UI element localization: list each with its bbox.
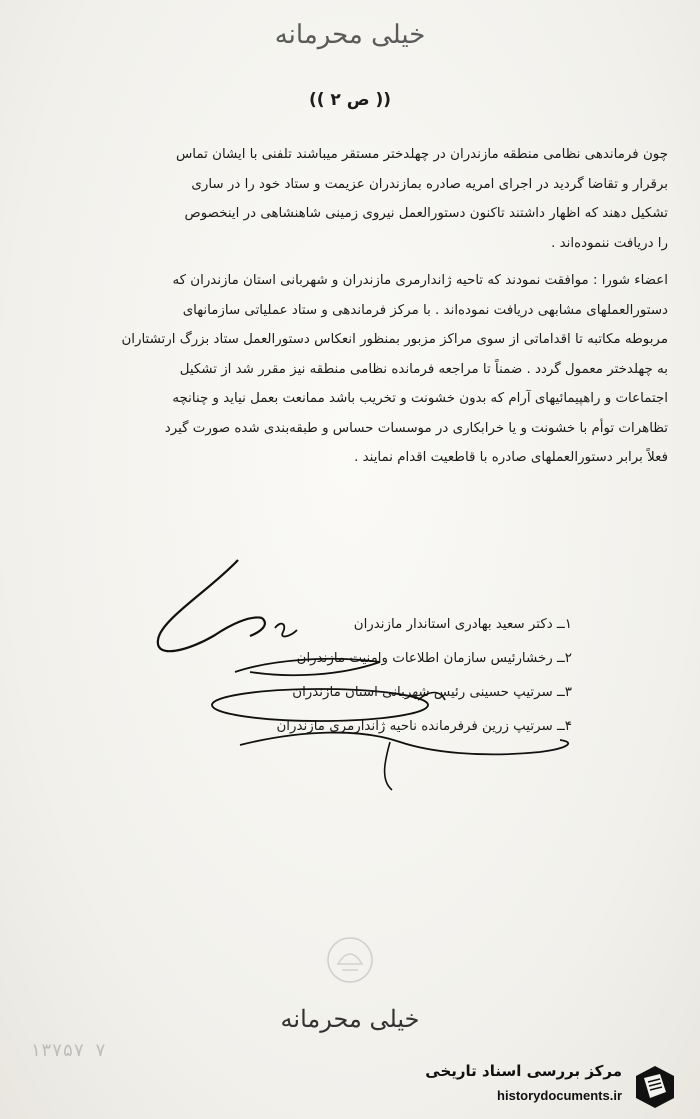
paragraph-1-line: برقرار و تقاضا گردید در اجرای امریه صادره بمازندران عزیمت و ستاد خود را در ساری: [191, 176, 668, 192]
signatory-list: [152, 608, 572, 744]
signatory-4: ۴ــ سرتیپ زرین فرفرمانده ناحیه ژاندارمری مازندران: [276, 719, 572, 734]
watermark-title: مرکز بررسی اسناد تاریخی: [425, 1062, 622, 1080]
page-number: (( ص ۲ )): [308, 90, 392, 110]
paragraph-gap: [36, 258, 668, 266]
watermark: [388, 1058, 688, 1114]
signature-4-hook: [385, 742, 392, 790]
body-text: [36, 140, 668, 473]
paragraph-2-line: دستورالعملهای مشابهی دریافت نموده‌اند . با مرکز فرماندهی و ستاد عملیاتی سازمانهای: [182, 302, 668, 318]
paragraph-2-line: به چهلدختر معمول گردد . ضمناً تا مراجعه فرمانده نظامی منطقه نیز مقرر شد از تشکیل: [179, 361, 668, 377]
signatory-3: ۳ــ سرتیپ حسینی رئیس شهربانی استان مازندران: [292, 685, 572, 700]
signatory-1: ۱ــ دکتر سعید بهادری استاندار مازندران: [353, 617, 572, 632]
paragraph-1-line: چون فرماندهی نظامی منطقه مازندران در چهلدختر مستقر میباشند تلفنی با ایشان تماس: [175, 147, 668, 162]
faint-emblem-icon: [320, 930, 380, 990]
paragraph-2-line: فعلاً برابر دستورالعملهای صادره با قاطعیت اقدام نمایند .: [354, 450, 668, 465]
paragraph-2-line: اعضاء شورا : موافقت نمودند که تاحیه ژاندارمری مازندران و شهربانی استان مازندران که: [172, 273, 668, 288]
archive-logo-icon: [630, 1062, 680, 1110]
paragraph-2-line: مربوطه مکاتبه تا اقداماتی از سوی مراکز مزبور بمنظور انعکاس دستورالعمل ستاد بزرگ ارتشتاران: [121, 332, 668, 347]
header-classification: خیلی محرمانه: [274, 20, 426, 50]
paragraph-2-line: اجتماعات و راهپیمائیهای آرام که بدون خشونت و تخریب باشد ممانعت بعمل نیاید و چنانچه: [172, 391, 668, 406]
watermark-url: historydocuments.ir: [497, 1088, 622, 1103]
paragraph-2-line: تظاهرات توأم با خشونت و یا خرابکاری در موسسات حساس و طبقه‌بندی شده صورت گیرد: [164, 420, 668, 436]
signatory-2: ۲ــ رخشارئیس سازمان اطلاعات وامنیت مازندران: [296, 651, 572, 666]
paragraph-1-line: تشکیل دهند که اظهار داشتند تاکنون دستورالعمل نیروی زمینی شاهنشاهی در اینخصوص: [184, 206, 668, 221]
faint-stamp-number: ۱۳۷۵۷ ۷: [30, 1040, 106, 1061]
footer-classification: خیلی محرمانه: [280, 1005, 420, 1033]
paragraph-1-line: را دریافت ننموده‌اند .: [551, 235, 668, 251]
